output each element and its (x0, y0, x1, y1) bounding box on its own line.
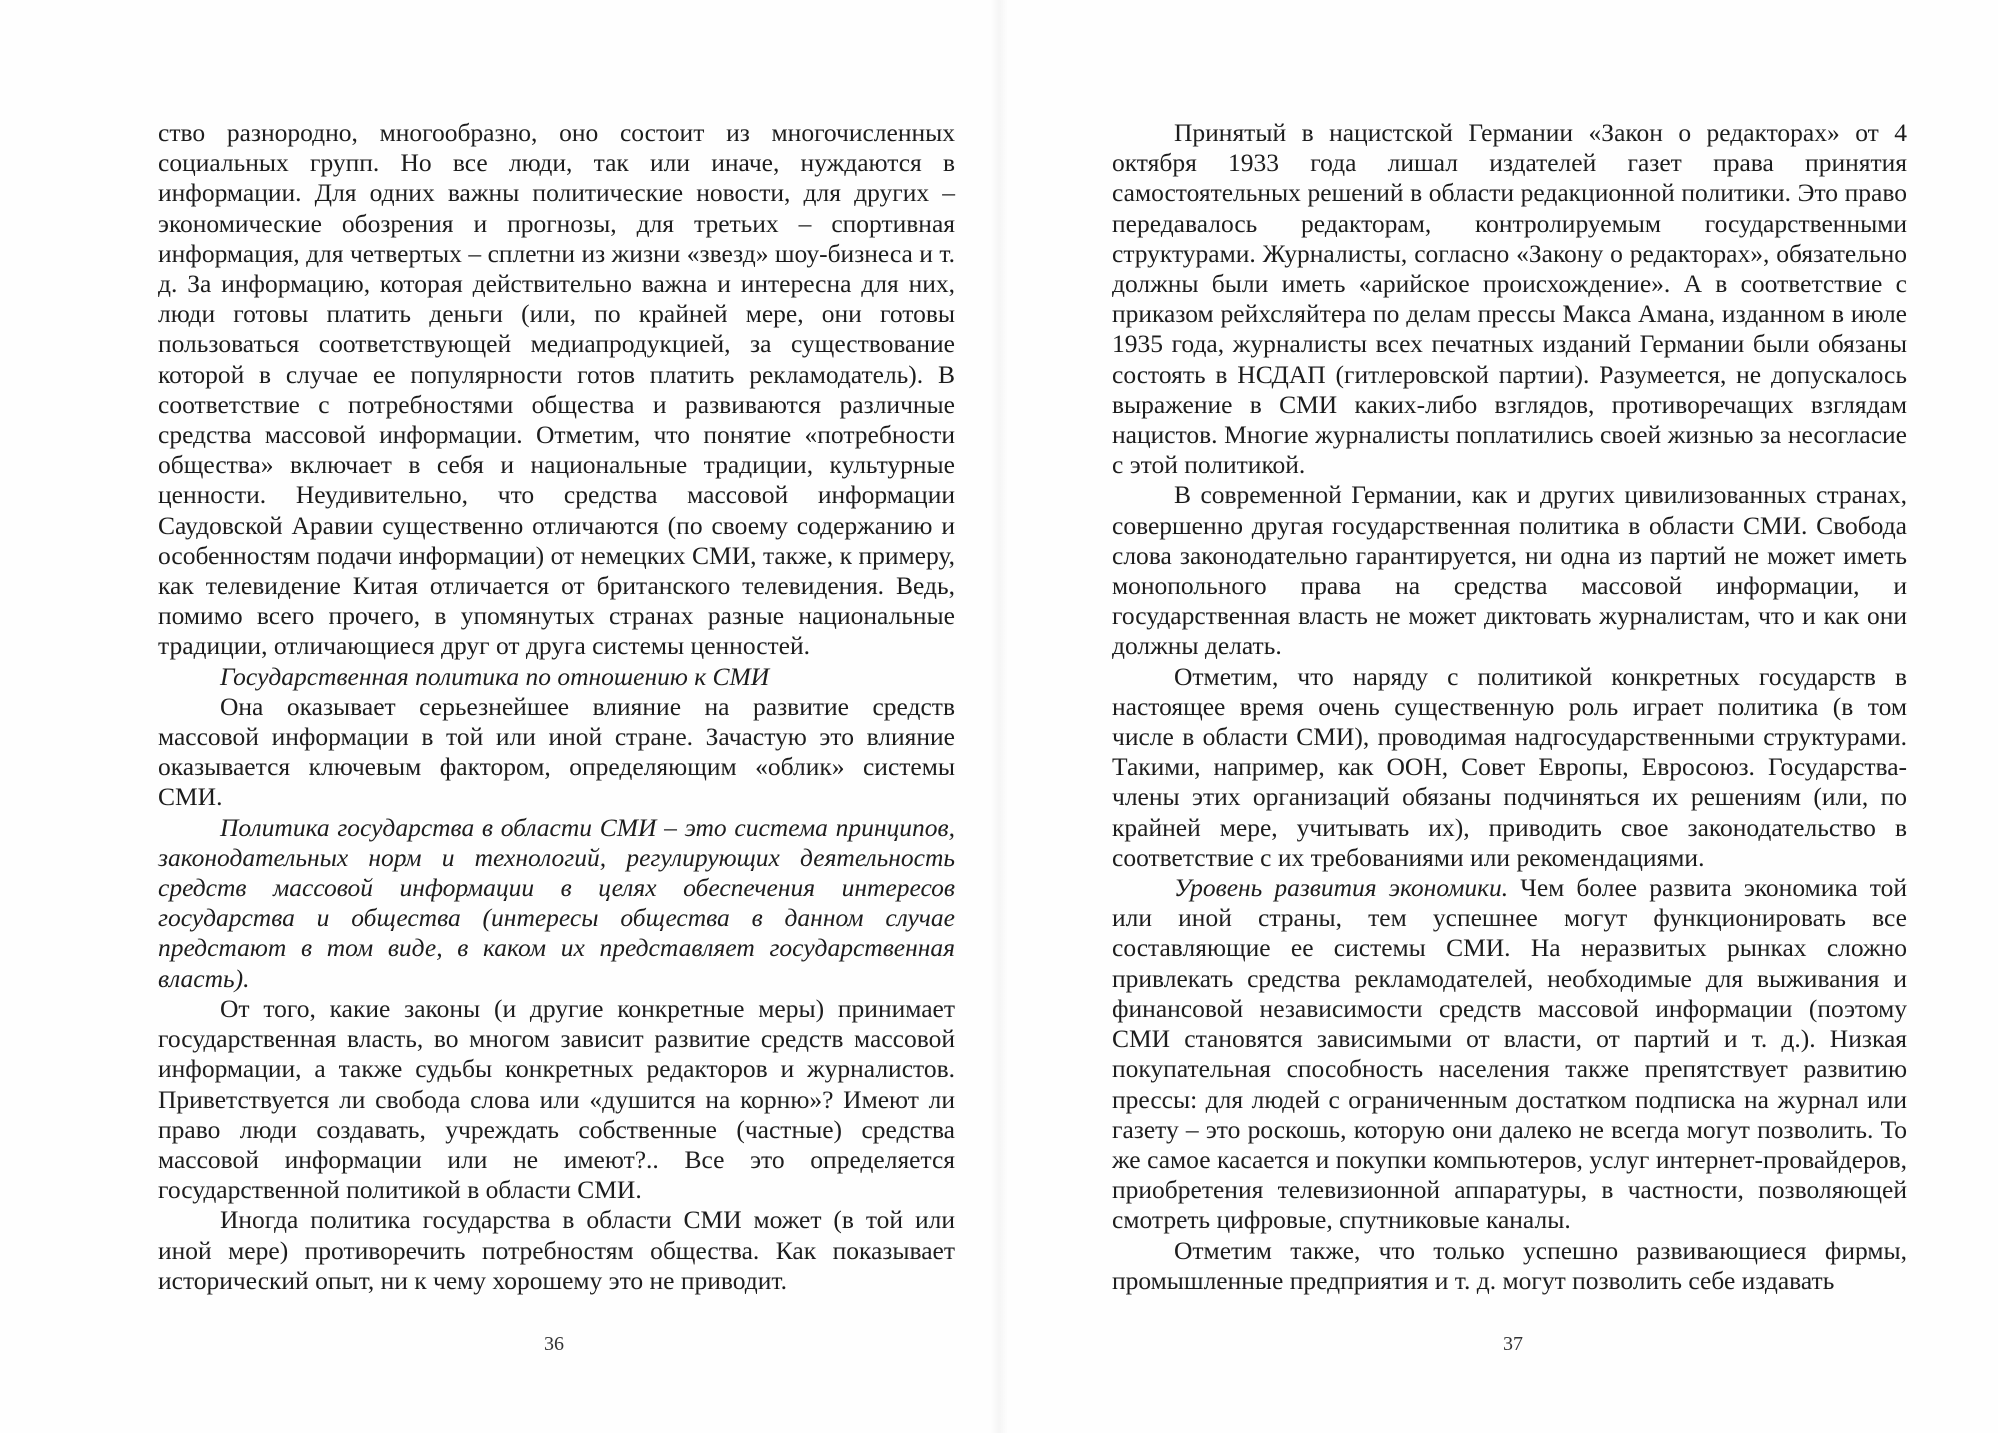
right-page-text (1112, 118, 1907, 1296)
paragraph: Иногда политика государства в области СМИ может (в той или иной мере) противоречить потребностям общества. Как показывает исторический опыт, ни к чему хорошему это не приводит. (158, 1205, 955, 1295)
paragraph: От того, какие законы (и другие конкретные меры) принимает государственная власть, во многом зависит развитие средств массовой информации, а также судьбы конкретных редакторов и журналистов. Приветствуется ли свобода слова или «душится на корню»? Имеют ли право люди создавать, учреждать собственные (частные) средства массовой информации или не имеют?.. Все это определяется государственной политикой в области СМИ. (158, 993, 955, 1205)
paragraph: Отметим, что наряду с политикой конкретных государств в настоящее время очень существенную роль играет политика (в том числе в области СМИ), проводимая надгосударственными структурами. Такими, например, как ООН, Совет Европы, Евросоюз. Государства-члены этих организаций обязаны подчиняться их решениям (или, по крайней мере, учитывать их), приводить свое законодательство в соответствие с их требованиями или рекомендациями. (1112, 661, 1907, 872)
page-number: 36 (544, 1333, 564, 1355)
paragraph: Она оказывает серьезнейшее влияние на развитие средств массовой информации в той или иной стране. Зачастую это влияние оказывается ключевым фактором, определяющим «облик» системы СМИ. (158, 691, 955, 812)
paragraph: В современной Германии, как и других цивилизованных странах, совершенно другая государственная политика в области СМИ. Свобода слова законодательно гарантируется, ни одна из партий не может иметь монопольного права на средства массовой информации, и государственная власть не может диктовать журналистам, что и как они должны делать. (1112, 480, 1907, 661)
section-heading: Государственная политика по отношению к СМИ (220, 661, 770, 691)
paragraph: Принятый в нацистской Германии «Закон о редакторах» от 4 октября 1933 года лишал издателей газет права принятия самостоятельных решений в области редакционной политики. Это право передавалось редакторам, контролируемым государственными структурами. Журналисты, согласно «Закону о редакторах», обязательно должны были иметь «арийское происхождение». А в соответствие с приказом рейхсляйтера по делам прессы Макса Амана, изданном в июле 1935 года, журналисты всех печатных изданий Германии были обязаны состоять в НСДАП (гитлеровской партии). Разумеется, не допускалось выражение в СМИ каких-либо взглядов, противоречащих взглядам нацистов. Многие журналисты поплатились своей жизнью за несогласие с этой политикой. (1112, 118, 1907, 480)
page-number: 37 (1503, 1333, 1523, 1355)
right-page (999, 0, 1998, 1433)
paragraph (1112, 873, 1907, 1235)
paragraph-body: Чем более развита экономика той или иной страны, тем успешнее могут функционировать все составляющие ее системы СМИ. На неразвитых рынках сложно привлекать средства рекламодателей, необходимые для выживания и финансовой независимости средств массовой информации (поэтому СМИ становятся зависимыми от власти, от партий и т. д.). Низкая покупательная способность населения также препятствует развитию прессы: для людей с ограниченным достатком подписка на журнал или газету – это роскошь, которую они далеко не всегда могут позволить. То же самое касается и покупки компьютеров, услуг интернет-провайдеров, приобретения телевизионной аппаратуры, в частности, позволяющей смотреть цифровые, спутниковые каналы. (1112, 873, 1907, 1235)
paragraph: ство разнородно, многообразно, оно состоит из многочисленных социальных групп. Но все люди, так или иначе, нуждаются в информации. Для одних важны политические новости, для других – экономические обозрения и прогнозы, для третьих – спортивная информация, для четвертых – сплетни из жизни «звезд» шоу-бизнеса и т. д. За информацию, которая действительно важна и интересна для них, люди готовы платить деньги (или, по крайней мере, они готовы пользоваться соответствующей медиапродукцией, за существование которой в случае ее популярности готов платить рекламодатель). В соответствие с потребностями общества и развиваются различные средства массовой информации. Отметим, что понятие «потребности общества» включает в себя и национальные традиции, культурные ценности. Неудивительно, что средства массовой информации Саудовской Аравии существенно отличаются (по своему содержанию и особенностям подачи информации) от немецких СМИ, также, к примеру, как телевидение Китая отличается от британского телевидения. Ведь, помимо всего прочего, в упомянутых странах разные национальные традиции, отличающиеся друг от друга системы ценностей. (158, 118, 955, 661)
paragraph: Отметим также, что только успешно развивающиеся фирмы, промышленные предприятия и т. д. могут позволить себе издавать (1112, 1235, 1907, 1295)
definition-paragraph: Политика государства в области СМИ – это система принципов, законодательных норм и технологий, регулирующих деятельность средств массовой информации в целях обеспечения интересов государства и общества (интересы общества в данном случае предстают в том виде, в каком их представляет государственная власть). (158, 812, 955, 993)
left-page-text (158, 118, 955, 1296)
section-lead: Уровень развития экономики. (1174, 873, 1509, 903)
